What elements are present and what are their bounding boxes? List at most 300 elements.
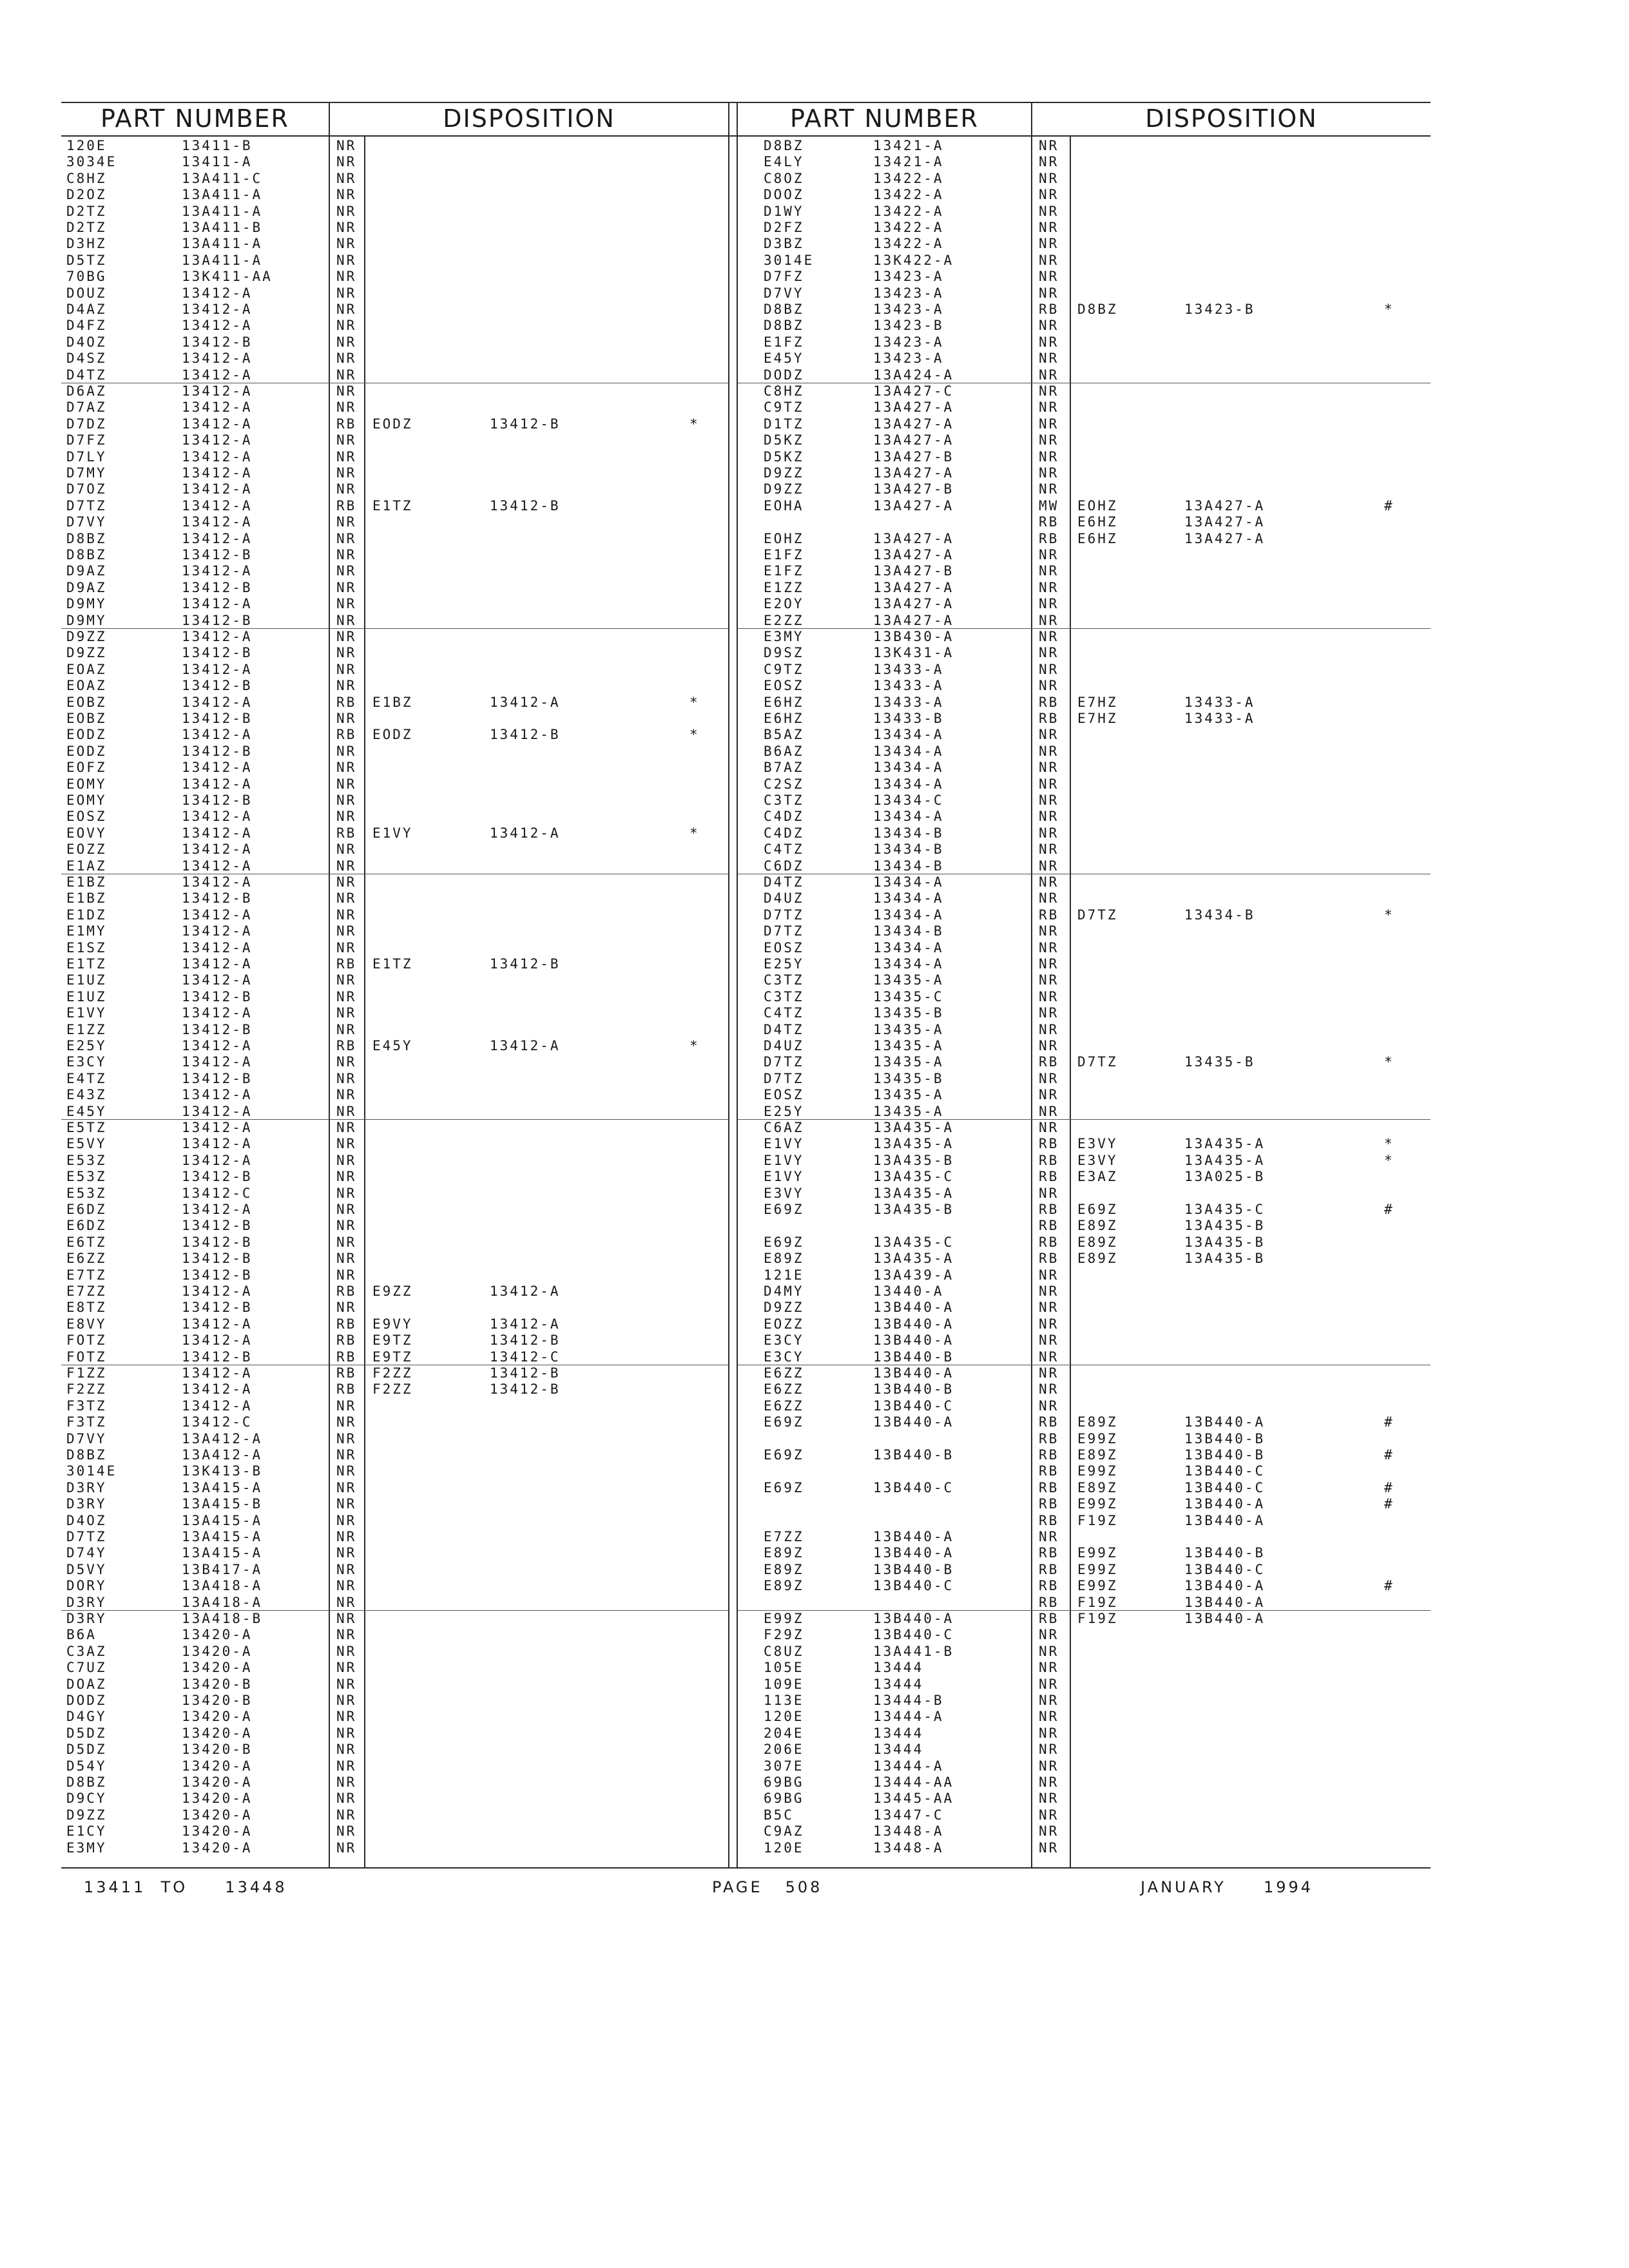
right-model-cell: E3MY bbox=[764, 629, 804, 644]
left-code-cell: NR bbox=[336, 367, 357, 383]
right-part-cell: 13A427-A bbox=[873, 416, 954, 432]
left-rpart-cell: 13412-A bbox=[490, 1283, 561, 1299]
right-model-cell: C4DZ bbox=[764, 825, 804, 841]
right-part-cell: 13A427-C bbox=[873, 383, 954, 399]
left-model-cell: D3HZ bbox=[66, 236, 107, 252]
left-code-cell: NR bbox=[336, 1169, 357, 1185]
right-part-cell: 13434-B bbox=[873, 841, 944, 858]
left-model-cell: E5VY bbox=[66, 1136, 107, 1152]
right-model-cell: EOHA bbox=[764, 497, 804, 514]
left-model-cell: D4GY bbox=[66, 1709, 107, 1725]
right-rpart-cell: 13B440-A bbox=[1184, 1414, 1266, 1430]
left-part-cell: 13412-A bbox=[182, 727, 253, 743]
right-part-cell: 13A435-B bbox=[873, 1202, 954, 1217]
left-part-cell: 13A411-A bbox=[182, 187, 263, 203]
left-code-cell: NR bbox=[336, 711, 357, 726]
right-part-cell: 13B440-A bbox=[873, 1611, 954, 1626]
right-rpart-cell: 13435-B bbox=[1184, 1054, 1255, 1070]
right-model-cell: E1ZZ bbox=[764, 579, 804, 595]
left-rpart-cell: 13412-B bbox=[490, 956, 561, 972]
left-code-cell: NR bbox=[336, 1840, 357, 1856]
right-model-cell: E4LY bbox=[764, 154, 804, 170]
right-model-cell: C6AZ bbox=[764, 1120, 804, 1135]
left-code-cell: NR bbox=[336, 1430, 357, 1446]
footer-range: 13411 TO 13448 bbox=[84, 1878, 287, 1896]
left-code-cell: NR bbox=[336, 1709, 357, 1725]
left-model-cell: EOSZ bbox=[66, 809, 107, 825]
right-model-cell: 3014E bbox=[764, 252, 815, 268]
right-part-cell: 13435-A bbox=[873, 1103, 944, 1119]
left-code-cell: NR bbox=[336, 629, 357, 644]
left-code-cell: NR bbox=[336, 645, 357, 661]
right-model-cell: D7TZ bbox=[764, 923, 804, 939]
left-part-cell: 13412-A bbox=[182, 1332, 253, 1349]
left-part-cell: 13412-A bbox=[182, 302, 253, 317]
left-mark-cell: * bbox=[689, 1038, 700, 1053]
right-part-cell: 13433-A bbox=[873, 694, 944, 710]
right-part-cell: 13B440-A bbox=[873, 1414, 954, 1430]
right-model-cell: E1FZ bbox=[764, 334, 804, 350]
left-part-cell: 13412-A bbox=[182, 1381, 253, 1398]
left-model-cell: E5TZ bbox=[66, 1120, 107, 1135]
right-model-cell: E69Z bbox=[764, 1479, 804, 1495]
right-part-cell: 13B440-C bbox=[873, 1578, 954, 1594]
left-part-cell: 13A418-A bbox=[182, 1578, 263, 1594]
left-model-cell: D6AZ bbox=[66, 383, 107, 399]
right-code-cell: RB bbox=[1039, 1496, 1059, 1512]
right-divider-part-disp bbox=[1031, 102, 1032, 1867]
right-part-cell: 13K422-A bbox=[873, 252, 954, 268]
left-model-cell: EOFZ bbox=[66, 760, 107, 776]
left-code-cell: NR bbox=[336, 154, 357, 170]
left-code-cell: NR bbox=[336, 1578, 357, 1594]
right-model-cell: E6HZ bbox=[764, 711, 804, 726]
right-code-cell: NR bbox=[1039, 170, 1059, 186]
left-code-cell: NR bbox=[336, 1218, 357, 1234]
left-model-cell: E4TZ bbox=[66, 1070, 107, 1086]
left-code-cell: NR bbox=[336, 1725, 357, 1741]
left-mark-cell: * bbox=[689, 416, 700, 432]
left-model-cell: D4OZ bbox=[66, 334, 107, 350]
left-code-cell: NR bbox=[336, 1660, 357, 1676]
right-rmodel-cell: E99Z bbox=[1077, 1545, 1118, 1561]
right-mark-cell: # bbox=[1384, 1479, 1394, 1495]
right-rmodel-cell: D7TZ bbox=[1077, 1054, 1118, 1070]
right-code-cell: NR bbox=[1039, 825, 1059, 841]
left-model-cell: EOAZ bbox=[66, 678, 107, 694]
left-part-cell: 13412-A bbox=[182, 481, 253, 497]
right-disposition-header: DISPOSITION bbox=[1145, 104, 1318, 133]
left-code-cell: RB bbox=[336, 1349, 357, 1365]
left-model-cell: D5DZ bbox=[66, 1725, 107, 1741]
left-part-cell: 13A415-A bbox=[182, 1529, 263, 1544]
left-rpart-cell: 13412-B bbox=[490, 1365, 561, 1381]
right-model-cell: D8BZ bbox=[764, 138, 804, 153]
left-code-cell: NR bbox=[336, 170, 357, 186]
right-code-cell: NR bbox=[1039, 1316, 1059, 1332]
right-model-cell: B5AZ bbox=[764, 727, 804, 743]
right-rmodel-cell: D8BZ bbox=[1077, 302, 1118, 317]
right-rpart-cell: 13A435-B bbox=[1184, 1218, 1266, 1234]
left-model-cell: D5DZ bbox=[66, 1742, 107, 1758]
left-model-cell: D9ZZ bbox=[66, 1807, 107, 1823]
right-model-cell: EOSZ bbox=[764, 1087, 804, 1103]
left-model-cell: E1MY bbox=[66, 923, 107, 939]
left-part-cell: 13412-A bbox=[182, 1120, 253, 1135]
right-part-cell: 13B440-A bbox=[873, 1332, 954, 1349]
right-model-cell: F29Z bbox=[764, 1627, 804, 1643]
right-mark-cell: # bbox=[1384, 497, 1394, 514]
right-part-cell: 13A435-A bbox=[873, 1251, 954, 1267]
left-model-cell: E3MY bbox=[66, 1840, 107, 1856]
left-part-cell: 13411-B bbox=[182, 138, 253, 153]
left-part-cell: 13K413-B bbox=[182, 1463, 263, 1479]
right-code-cell: RB bbox=[1039, 1430, 1059, 1446]
right-code-cell: RB bbox=[1039, 1611, 1059, 1626]
right-rmodel-cell: F19Z bbox=[1077, 1611, 1118, 1626]
left-rmodel-cell: E1TZ bbox=[372, 497, 413, 514]
right-rpart-cell: 13A427-A bbox=[1184, 514, 1266, 530]
left-code-cell: NR bbox=[336, 1807, 357, 1823]
right-code-cell: NR bbox=[1039, 809, 1059, 825]
right-model-cell: D9SZ bbox=[764, 645, 804, 661]
left-code-cell: NR bbox=[336, 1742, 357, 1758]
left-model-cell: DOAZ bbox=[66, 1676, 107, 1692]
left-code-cell: NR bbox=[336, 1070, 357, 1086]
left-model-cell: E1UZ bbox=[66, 988, 107, 1004]
left-part-cell: 13412-A bbox=[182, 383, 253, 399]
left-code-cell: NR bbox=[336, 1512, 357, 1528]
right-mark-cell: * bbox=[1384, 302, 1394, 317]
left-rmodel-cell: E45Y bbox=[372, 1038, 413, 1053]
right-model-cell: EOSZ bbox=[764, 939, 804, 956]
left-model-cell: D7DZ bbox=[66, 416, 107, 432]
left-code-cell: NR bbox=[336, 1594, 357, 1610]
left-model-cell: E6TZ bbox=[66, 1234, 107, 1250]
right-code-cell: NR bbox=[1039, 154, 1059, 170]
left-code-cell: NR bbox=[336, 1693, 357, 1708]
left-code-cell: NR bbox=[336, 841, 357, 858]
right-part-cell: 13423-A bbox=[873, 351, 944, 367]
left-part-cell: 13A418-B bbox=[182, 1611, 263, 1626]
left-part-cell: 13412-A bbox=[182, 939, 253, 956]
right-rmodel-cell: E99Z bbox=[1077, 1463, 1118, 1479]
right-code-cell: NR bbox=[1039, 187, 1059, 203]
right-model-cell: C6DZ bbox=[764, 858, 804, 874]
right-model-cell: C2SZ bbox=[764, 776, 804, 792]
right-model-cell: D5KZ bbox=[764, 432, 804, 448]
left-part-cell: 13412-A bbox=[182, 694, 253, 710]
left-model-cell: FOTZ bbox=[66, 1349, 107, 1365]
right-code-cell: NR bbox=[1039, 841, 1059, 858]
left-part-cell: 13412-B bbox=[182, 711, 253, 726]
right-mark-cell: * bbox=[1384, 907, 1394, 923]
left-part-cell: 13412-B bbox=[182, 1300, 253, 1316]
right-model-cell: DOOZ bbox=[764, 187, 804, 203]
right-rpart-cell: 13434-B bbox=[1184, 907, 1255, 923]
right-part-cell: 13422-A bbox=[873, 170, 944, 186]
left-code-divider bbox=[364, 135, 365, 1867]
right-part-cell: 13K431-A bbox=[873, 645, 954, 661]
right-code-cell: RB bbox=[1039, 1152, 1059, 1168]
left-code-cell: RB bbox=[336, 1365, 357, 1381]
left-code-cell: RB bbox=[336, 1283, 357, 1299]
right-part-cell: 13A427-A bbox=[873, 579, 954, 595]
left-rmodel-cell: EODZ bbox=[372, 727, 413, 743]
right-code-cell: NR bbox=[1039, 776, 1059, 792]
right-model-cell: B7AZ bbox=[764, 760, 804, 776]
right-code-cell: NR bbox=[1039, 874, 1059, 890]
left-model-cell: DOUZ bbox=[66, 285, 107, 301]
left-part-cell: 13412-B bbox=[182, 743, 253, 759]
right-part-cell: 13B440-C bbox=[873, 1627, 954, 1643]
right-model-cell: 69BG bbox=[764, 1774, 804, 1790]
right-code-cell: NR bbox=[1039, 1005, 1059, 1021]
right-part-cell: 13B440-A bbox=[873, 1365, 954, 1381]
right-code-cell: NR bbox=[1039, 596, 1059, 612]
right-model-cell: 113E bbox=[764, 1693, 804, 1708]
left-part-cell: 13412-A bbox=[182, 285, 253, 301]
right-part-cell: 13423-A bbox=[873, 285, 944, 301]
left-model-cell: D3RY bbox=[66, 1496, 107, 1512]
bottom-rule bbox=[61, 1867, 1431, 1869]
right-code-cell: NR bbox=[1039, 465, 1059, 481]
left-code-cell: NR bbox=[336, 972, 357, 988]
left-code-cell: NR bbox=[336, 1545, 357, 1561]
right-code-cell: NR bbox=[1039, 923, 1059, 939]
left-model-cell: D3RY bbox=[66, 1611, 107, 1626]
right-model-cell: 206E bbox=[764, 1742, 804, 1758]
right-code-cell: NR bbox=[1039, 743, 1059, 759]
left-part-cell: 13412-A bbox=[182, 841, 253, 858]
left-model-cell: D5VY bbox=[66, 1561, 107, 1577]
right-part-cell: 13423-A bbox=[873, 269, 944, 285]
right-code-cell: RB bbox=[1039, 1054, 1059, 1070]
right-model-cell: E69Z bbox=[764, 1202, 804, 1217]
left-code-cell: NR bbox=[336, 448, 357, 465]
right-code-cell: NR bbox=[1039, 1365, 1059, 1381]
left-code-cell: NR bbox=[336, 563, 357, 579]
right-code-cell: NR bbox=[1039, 629, 1059, 644]
right-part-cell: 13A427-A bbox=[873, 596, 954, 612]
right-model-cell: E2OY bbox=[764, 596, 804, 612]
right-code-cell: NR bbox=[1039, 1791, 1059, 1807]
left-model-cell: D54Y bbox=[66, 1758, 107, 1774]
right-rpart-cell: 13A435-C bbox=[1184, 1202, 1266, 1217]
right-code-cell: RB bbox=[1039, 1136, 1059, 1152]
right-model-cell: E6ZZ bbox=[764, 1381, 804, 1398]
left-part-cell: 13412-A bbox=[182, 809, 253, 825]
right-rpart-cell: 13433-A bbox=[1184, 694, 1255, 710]
right-part-cell: 13444 bbox=[873, 1742, 924, 1758]
left-model-cell: E3CY bbox=[66, 1054, 107, 1070]
right-part-cell: 13422-A bbox=[873, 203, 944, 219]
left-rmodel-cell: E9ZZ bbox=[372, 1283, 413, 1299]
left-code-cell: NR bbox=[336, 760, 357, 776]
left-model-cell: D7VY bbox=[66, 1430, 107, 1446]
right-part-cell: 13433-A bbox=[873, 661, 944, 677]
right-code-divider bbox=[1070, 135, 1071, 1867]
right-model-cell: D1TZ bbox=[764, 416, 804, 432]
right-part-cell: 13434-A bbox=[873, 809, 944, 825]
right-model-cell: E3CY bbox=[764, 1332, 804, 1349]
right-part-cell: 13421-A bbox=[873, 154, 944, 170]
left-code-cell: NR bbox=[336, 514, 357, 530]
left-part-cell: 13420-A bbox=[182, 1725, 253, 1741]
left-model-cell: D7VY bbox=[66, 514, 107, 530]
group-separator bbox=[738, 1119, 1431, 1120]
right-rmodel-cell: EOHZ bbox=[1077, 497, 1118, 514]
right-part-cell: 13B440-B bbox=[873, 1381, 954, 1398]
right-model-cell: E89Z bbox=[764, 1561, 804, 1577]
right-mark-cell: # bbox=[1384, 1496, 1394, 1512]
right-model-cell: D4MY bbox=[764, 1283, 804, 1299]
right-model-cell: C8OZ bbox=[764, 170, 804, 186]
right-code-cell: RB bbox=[1039, 1202, 1059, 1217]
right-code-cell: NR bbox=[1039, 220, 1059, 235]
left-model-cell: D7FZ bbox=[66, 432, 107, 448]
left-part-cell: 13412-B bbox=[182, 1349, 253, 1365]
right-code-cell: MW bbox=[1039, 497, 1059, 514]
left-part-cell: 13412-A bbox=[182, 432, 253, 448]
left-part-cell: 13412-B bbox=[182, 612, 253, 628]
right-code-cell: NR bbox=[1039, 1676, 1059, 1692]
right-code-cell: NR bbox=[1039, 563, 1059, 579]
right-model-cell: 204E bbox=[764, 1725, 804, 1741]
left-code-cell: NR bbox=[336, 1561, 357, 1577]
right-model-cell: C3TZ bbox=[764, 972, 804, 988]
left-code-cell: NR bbox=[336, 1774, 357, 1790]
left-code-cell: NR bbox=[336, 1529, 357, 1544]
right-part-cell: 13B440-A bbox=[873, 1545, 954, 1561]
left-part-cell: 13A411-A bbox=[182, 236, 263, 252]
right-rmodel-cell: D7TZ bbox=[1077, 907, 1118, 923]
left-code-cell: RB bbox=[336, 694, 357, 710]
left-part-cell: 13412-A bbox=[182, 1038, 253, 1053]
right-model-cell: E3CY bbox=[764, 1349, 804, 1365]
left-part-cell: 13412-A bbox=[182, 776, 253, 792]
left-part-cell: 13412-A bbox=[182, 514, 253, 530]
right-model-cell: C8HZ bbox=[764, 383, 804, 399]
left-model-cell: E1SZ bbox=[66, 939, 107, 956]
right-part-cell: 13435-B bbox=[873, 1070, 944, 1086]
right-code-cell: NR bbox=[1039, 890, 1059, 907]
left-code-cell: NR bbox=[336, 579, 357, 595]
left-code-cell: NR bbox=[336, 661, 357, 677]
left-model-cell: E53Z bbox=[66, 1185, 107, 1201]
right-part-cell: 13435-A bbox=[873, 1054, 944, 1070]
right-code-cell: NR bbox=[1039, 1283, 1059, 1299]
left-model-cell: EOMY bbox=[66, 793, 107, 808]
right-rmodel-cell: E89Z bbox=[1077, 1447, 1118, 1463]
left-part-cell: 13412-B bbox=[182, 334, 253, 350]
right-part-cell: 13440-A bbox=[873, 1283, 944, 1299]
right-code-cell: NR bbox=[1039, 1627, 1059, 1643]
right-model-cell: E69Z bbox=[764, 1447, 804, 1463]
left-part-cell: 13412-B bbox=[182, 1218, 253, 1234]
right-part-cell: 13A439-A bbox=[873, 1267, 954, 1283]
left-model-cell: E1TZ bbox=[66, 956, 107, 972]
left-model-cell: D7TZ bbox=[66, 497, 107, 514]
right-part-cell: 13422-A bbox=[873, 187, 944, 203]
right-rmodel-cell: E3AZ bbox=[1077, 1169, 1118, 1185]
left-code-cell: NR bbox=[336, 383, 357, 399]
left-mark-cell: * bbox=[689, 694, 700, 710]
right-rmodel-cell: E89Z bbox=[1077, 1479, 1118, 1495]
left-model-cell: D2TZ bbox=[66, 203, 107, 219]
right-model-cell: D5KZ bbox=[764, 448, 804, 465]
right-code-cell: NR bbox=[1039, 269, 1059, 285]
right-rmodel-cell: E89Z bbox=[1077, 1218, 1118, 1234]
right-mark-cell: # bbox=[1384, 1414, 1394, 1430]
right-part-cell: 13B440-C bbox=[873, 1398, 954, 1414]
left-model-cell: D2TZ bbox=[66, 220, 107, 235]
left-rmodel-cell: E9TZ bbox=[372, 1332, 413, 1349]
right-code-cell: RB bbox=[1039, 1447, 1059, 1463]
left-code-cell: NR bbox=[336, 399, 357, 416]
right-code-cell: NR bbox=[1039, 661, 1059, 677]
left-part-cell: 13420-A bbox=[182, 1709, 253, 1725]
left-model-cell: E6DZ bbox=[66, 1202, 107, 1217]
left-part-cell: 13A415-A bbox=[182, 1545, 263, 1561]
right-part-cell: 13434-B bbox=[873, 923, 944, 939]
left-part-cell: 13412-B bbox=[182, 793, 253, 808]
right-part-cell: 13A427-A bbox=[873, 497, 954, 514]
right-model-cell: D1WY bbox=[764, 203, 804, 219]
left-model-cell: D8BZ bbox=[66, 547, 107, 562]
right-model-cell: 307E bbox=[764, 1758, 804, 1774]
right-code-cell: NR bbox=[1039, 351, 1059, 367]
right-code-cell: RB bbox=[1039, 530, 1059, 546]
left-rpart-cell: 13412-B bbox=[490, 1381, 561, 1398]
right-code-cell: NR bbox=[1039, 1332, 1059, 1349]
left-code-cell: NR bbox=[336, 1627, 357, 1643]
left-part-cell: 13420-A bbox=[182, 1627, 253, 1643]
header-rule bbox=[61, 135, 1431, 137]
right-rpart-cell: 13423-B bbox=[1184, 302, 1255, 317]
left-model-cell: EODZ bbox=[66, 743, 107, 759]
right-model-cell: D3BZ bbox=[764, 236, 804, 252]
left-model-cell: C8HZ bbox=[66, 170, 107, 186]
left-part-cell: 13412-B bbox=[182, 988, 253, 1004]
right-model-cell: D9ZZ bbox=[764, 481, 804, 497]
right-code-cell: RB bbox=[1039, 302, 1059, 317]
right-model-cell: 121E bbox=[764, 1267, 804, 1283]
left-code-cell: NR bbox=[336, 318, 357, 334]
right-rpart-cell: 13A427-A bbox=[1184, 530, 1266, 546]
right-code-cell: RB bbox=[1039, 1414, 1059, 1430]
right-code-cell: NR bbox=[1039, 547, 1059, 562]
left-mark-cell: * bbox=[689, 727, 700, 743]
right-model-cell: C4TZ bbox=[764, 1005, 804, 1021]
left-code-cell: NR bbox=[336, 1676, 357, 1692]
right-model-cell: E89Z bbox=[764, 1545, 804, 1561]
right-code-cell: NR bbox=[1039, 1758, 1059, 1774]
right-code-cell: NR bbox=[1039, 252, 1059, 268]
left-rpart-cell: 13412-C bbox=[490, 1349, 561, 1365]
left-part-cell: 13A411-C bbox=[182, 170, 263, 186]
right-rpart-cell: 13B440-A bbox=[1184, 1512, 1266, 1528]
left-model-cell: E1BZ bbox=[66, 890, 107, 907]
right-part-cell: 13434-A bbox=[873, 939, 944, 956]
left-code-cell: NR bbox=[336, 547, 357, 562]
left-model-cell: EOMY bbox=[66, 776, 107, 792]
right-model-cell: D8BZ bbox=[764, 302, 804, 317]
right-model-cell: D8BZ bbox=[764, 318, 804, 334]
right-part-cell: 13A427-B bbox=[873, 563, 954, 579]
left-model-cell: F3TZ bbox=[66, 1414, 107, 1430]
left-part-cell: 13412-A bbox=[182, 874, 253, 890]
